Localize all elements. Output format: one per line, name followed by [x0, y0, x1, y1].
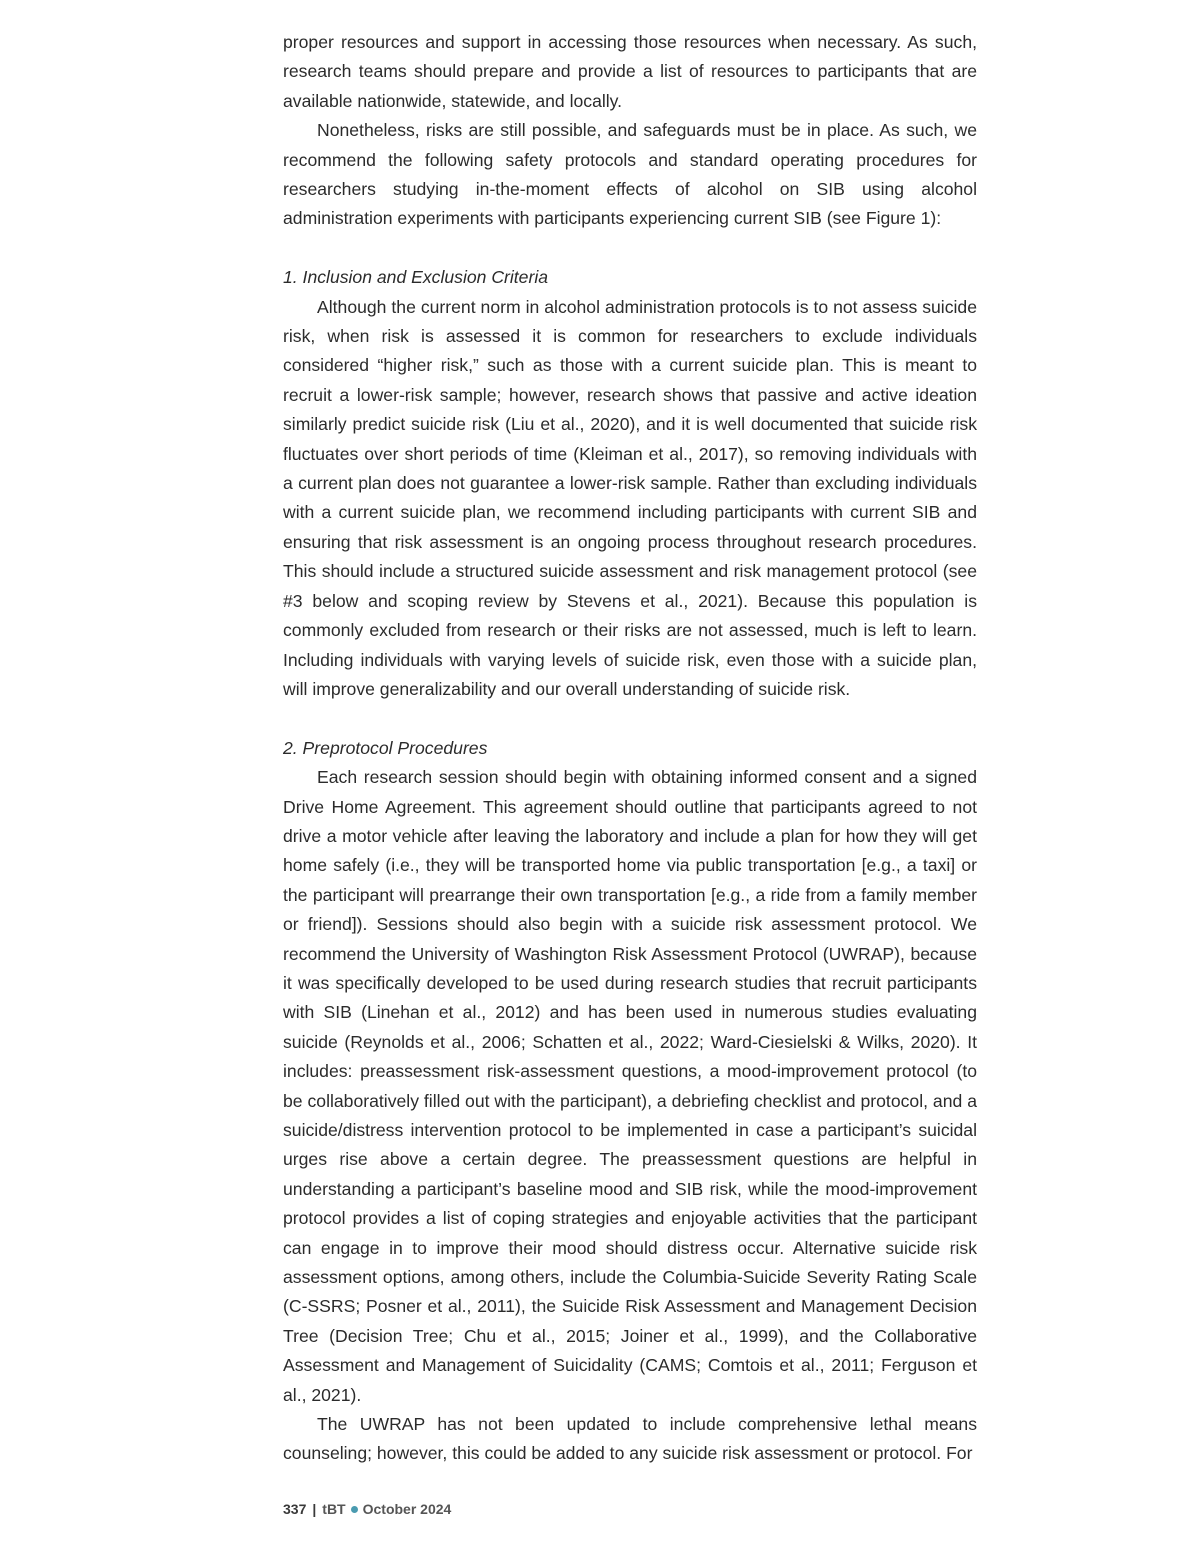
section-heading-inclusion-exclusion: 1. Inclusion and Exclusion Criteria [283, 267, 549, 288]
footer-separator: | [312, 1501, 317, 1517]
article-body [283, 28, 977, 1469]
page-number: 337 [283, 1501, 307, 1517]
journal-name: tBT [322, 1501, 346, 1517]
paragraph-preprotocol: Each research session should begin with obtaining informed consent and a signed Drive Home Agreement. This agreement should outline that participants agreed to not drive a motor vehicle after leaving the laboratory and include a plan for how they will get home safely (i.e., they will be transported home via public transportation [e.g., a taxi] or the participant will prearrange their own transportation [e.g., a ride from a family member or friend]). Sessions should also begin with a suicide risk assessment protocol. We recommend the University of Washington Risk Assessment Protocol (UWRAP), because it was specifically developed to be used during research studies that recruit participants with SIB (Linehan et al., 2012) and has been used in numerous studies evaluating suicide (Reynolds et al., 2006; Schatten et al., 2022; Ward-Ciesielski & Wilks, 2020). It includes: preassessment risk-assessment questions, a mood-improvement protocol (to be collaboratively filled out with the participant), a debriefing checklist and protocol, and a suicide/distress intervention protocol to be implemented in case a participant’s suicidal urges rise above a certain degree. The preassessment questions are helpful in understanding a participant’s baseline mood and SIB risk, while the mood-improvement protocol provides a list of coping strategies and enjoyable activities that the participant can engage in to improve their mood should distress occur. Alternative suicide risk assessment options, among others, include the Columbia-Suicide Severity Rating Scale (C-SSRS; Posner et al., 2011), the Suicide Risk Assessment and Management Decision Tree (Decision Tree; Chu et al., 2015; Joiner et al., 1999), and the Collaborative Assessment and Management of Suicidality (CAMS; Comtois et al., 2011; Ferguson et al., 2021). [283, 767, 977, 1405]
issue-date: October 2024 [362, 1501, 452, 1517]
paragraph-inclusion-exclusion: Although the current norm in alcohol administration protocols is to not assess suicide risk, when risk is assessed it is common for researchers to exclude individuals considered “higher risk,” such as those with a current suicide plan. This is meant to recruit a lower-risk sample; however, research shows that passive and active ideation similarly predict suicide risk (Liu et al., 2020), and it is well documented that suicide risk fluctuates over short periods of time (Kleiman et al., 2017), so removing individuals with a current plan does not guarantee a lower-risk sample. Rather than excluding individuals with a current suicide plan, we recommend including participants with current SIB and ensuring that risk assessment is an ongoing process throughout research procedures. This should include a structured suicide assessment and risk management protocol (see #3 below and scoping review by Stevens et al., 2021). Because this population is commonly excluded from research or their risks are not assessed, much is left to learn. Including individuals with varying levels of suicide risk, even those with a suicide plan, will improve generalizability and our overall understanding of suicide risk. [283, 296, 977, 699]
paragraph-continuation: proper resources and support in accessing those resources when necessary. As such, research teams should prepare and provide a list of resources to participants that are available nationwide, statewide, and locally. [283, 32, 977, 111]
section-heading-preprotocol: 2. Preprotocol Procedures [283, 737, 488, 758]
bullet-dot-icon [351, 1506, 358, 1513]
page-footer [283, 1501, 451, 1517]
paragraph-safeguards: Nonetheless, risks are still possible, and safeguards must be in place. As such, we recommend the following safety protocols and standard operating procedures for researchers studying in-the-moment effects of alcohol on SIB using alcohol administration experiments with participants experiencing current SIB (see Figure 1): [283, 120, 977, 229]
paragraph-uwrap: The UWRAP has not been updated to include comprehensive lethal means counseling; however, this could be added to any suicide risk assessment or protocol. For [283, 1414, 977, 1464]
